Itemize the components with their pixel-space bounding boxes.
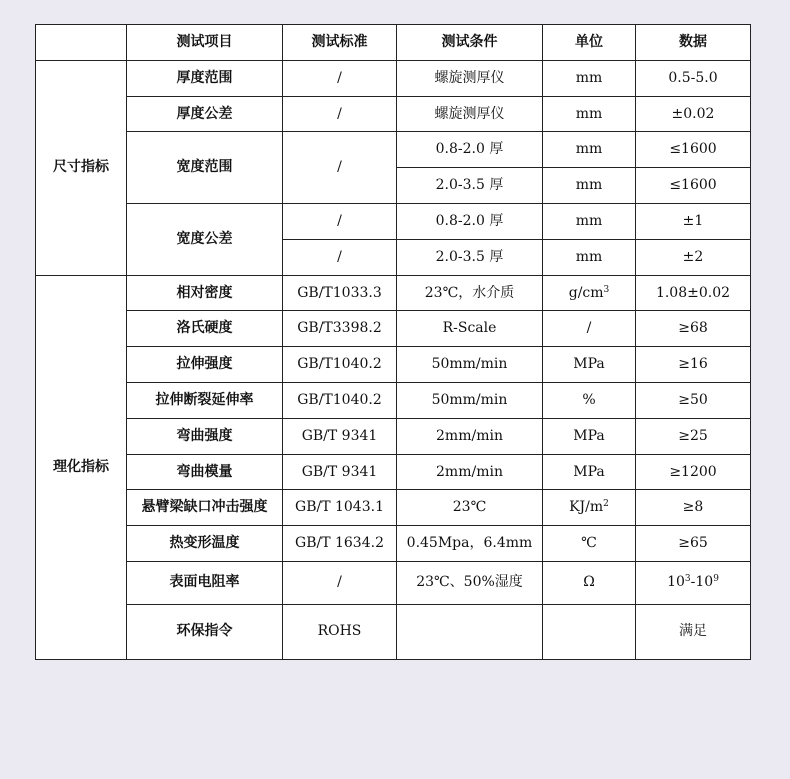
unit-cell: mm — [543, 203, 636, 239]
item-cell: 拉伸断裂延伸率 — [127, 382, 283, 418]
data-cell: ≥16 — [636, 347, 751, 383]
category-physchem: 理化指标 — [36, 275, 127, 659]
data-cell: ≤1600 — [636, 132, 751, 168]
data-cell: 1.08±0.02 — [636, 275, 751, 311]
data-mid: -10 — [690, 574, 714, 591]
condition-cell: 0.45Mpa，6.4mm — [397, 526, 543, 562]
unit-superscript: 2 — [603, 499, 609, 510]
data-cell: 0.5-5.0 — [636, 60, 751, 96]
table-row — [36, 454, 751, 490]
table-row — [36, 203, 751, 239]
item-cell: 厚度公差 — [127, 96, 283, 132]
item-cell: 热变形温度 — [127, 526, 283, 562]
data-cell: ±0.02 — [636, 96, 751, 132]
table-row — [36, 60, 751, 96]
standard-cell: / — [283, 561, 397, 604]
item-cell: 环保指令 — [127, 604, 283, 659]
unit-base: g/cm — [568, 284, 604, 301]
condition-cell: 23℃、50%湿度 — [397, 561, 543, 604]
spec-table — [35, 24, 751, 660]
condition-cell: 23℃ — [397, 490, 543, 526]
data-cell: ≥50 — [636, 382, 751, 418]
standard-cell: ROHS — [283, 604, 397, 659]
data-cell: ≥25 — [636, 418, 751, 454]
table-row — [36, 418, 751, 454]
table-row — [36, 96, 751, 132]
table-row — [36, 311, 751, 347]
condition-cell: 50mm/min — [397, 382, 543, 418]
table-row — [36, 382, 751, 418]
item-cell: 弯曲模量 — [127, 454, 283, 490]
item-cell: 拉伸强度 — [127, 347, 283, 383]
header-data: 数据 — [636, 25, 751, 61]
data-base: 10 — [667, 574, 685, 591]
data-cell: ±1 — [636, 203, 751, 239]
unit-cell: ℃ — [543, 526, 636, 562]
standard-cell: GB/T1040.2 — [283, 347, 397, 383]
unit-cell: % — [543, 382, 636, 418]
header-condition: 测试条件 — [397, 25, 543, 61]
data-cell: ≥8 — [636, 490, 751, 526]
header-row — [36, 25, 751, 61]
data-cell: ≤1600 — [636, 168, 751, 204]
unit-cell — [543, 490, 636, 526]
item-cell: 相对密度 — [127, 275, 283, 311]
table-row — [36, 561, 751, 604]
standard-cell: GB/T 9341 — [283, 454, 397, 490]
standard-cell: / — [283, 60, 397, 96]
data-cell — [636, 561, 751, 604]
table-row — [36, 132, 751, 168]
item-cell: 悬臂梁缺口冲击强度 — [127, 490, 283, 526]
unit-base: KJ/m — [569, 499, 604, 516]
header-unit: 单位 — [543, 25, 636, 61]
unit-cell — [543, 275, 636, 311]
unit-superscript: 3 — [603, 284, 610, 295]
unit-cell: MPa — [543, 347, 636, 383]
table-row — [36, 275, 751, 311]
unit-cell — [543, 604, 636, 659]
unit-cell: mm — [543, 239, 636, 275]
condition-cell: 23℃，水介质 — [397, 275, 543, 311]
data-cell: 满足 — [636, 604, 751, 659]
condition-cell: R-Scale — [397, 311, 543, 347]
data-superscript: 9 — [713, 574, 719, 585]
standard-cell: GB/T 1043.1 — [283, 490, 397, 526]
item-cell: 弯曲强度 — [127, 418, 283, 454]
standard-cell: GB/T 1634.2 — [283, 526, 397, 562]
standard-cell: GB/T 9341 — [283, 418, 397, 454]
table-row — [36, 526, 751, 562]
unit-cell: MPa — [543, 454, 636, 490]
condition-cell: 2mm/min — [397, 454, 543, 490]
unit-cell: mm — [543, 168, 636, 204]
table-row — [36, 604, 751, 659]
condition-cell: 螺旋测厚仪 — [397, 96, 543, 132]
standard-cell: / — [283, 203, 397, 239]
header-standard: 测试标准 — [283, 25, 397, 61]
unit-cell: MPa — [543, 418, 636, 454]
standard-cell: / — [283, 239, 397, 275]
header-category — [36, 25, 127, 61]
condition-cell: 50mm/min — [397, 347, 543, 383]
data-superscript: 3 — [684, 574, 691, 585]
condition-cell: 2.0-3.5 厚 — [397, 168, 543, 204]
table-row — [36, 490, 751, 526]
header-item: 测试项目 — [127, 25, 283, 61]
condition-cell: 螺旋测厚仪 — [397, 60, 543, 96]
data-cell: ≥68 — [636, 311, 751, 347]
condition-cell: 2mm/min — [397, 418, 543, 454]
item-cell: 表面电阻率 — [127, 561, 283, 604]
data-cell: ≥65 — [636, 526, 751, 562]
unit-cell: mm — [543, 96, 636, 132]
item-cell: 厚度范围 — [127, 60, 283, 96]
standard-cell: GB/T1033.3 — [283, 275, 397, 311]
table-row — [36, 347, 751, 383]
condition-cell: 2.0-3.5 厚 — [397, 239, 543, 275]
standard-cell: / — [283, 96, 397, 132]
category-dimension: 尺寸指标 — [36, 60, 127, 275]
standard-cell: / — [283, 132, 397, 204]
standard-cell: GB/T1040.2 — [283, 382, 397, 418]
unit-cell: mm — [543, 60, 636, 96]
data-cell: ±2 — [636, 239, 751, 275]
unit-cell: Ω — [543, 561, 636, 604]
item-cell: 宽度公差 — [127, 203, 283, 275]
condition-cell: 0.8-2.0 厚 — [397, 132, 543, 168]
item-cell: 洛氏硬度 — [127, 311, 283, 347]
unit-cell: mm — [543, 132, 636, 168]
data-cell: ≥1200 — [636, 454, 751, 490]
standard-cell: GB/T3398.2 — [283, 311, 397, 347]
condition-cell — [397, 604, 543, 659]
unit-cell: / — [543, 311, 636, 347]
condition-cell: 0.8-2.0 厚 — [397, 203, 543, 239]
item-cell: 宽度范围 — [127, 132, 283, 204]
